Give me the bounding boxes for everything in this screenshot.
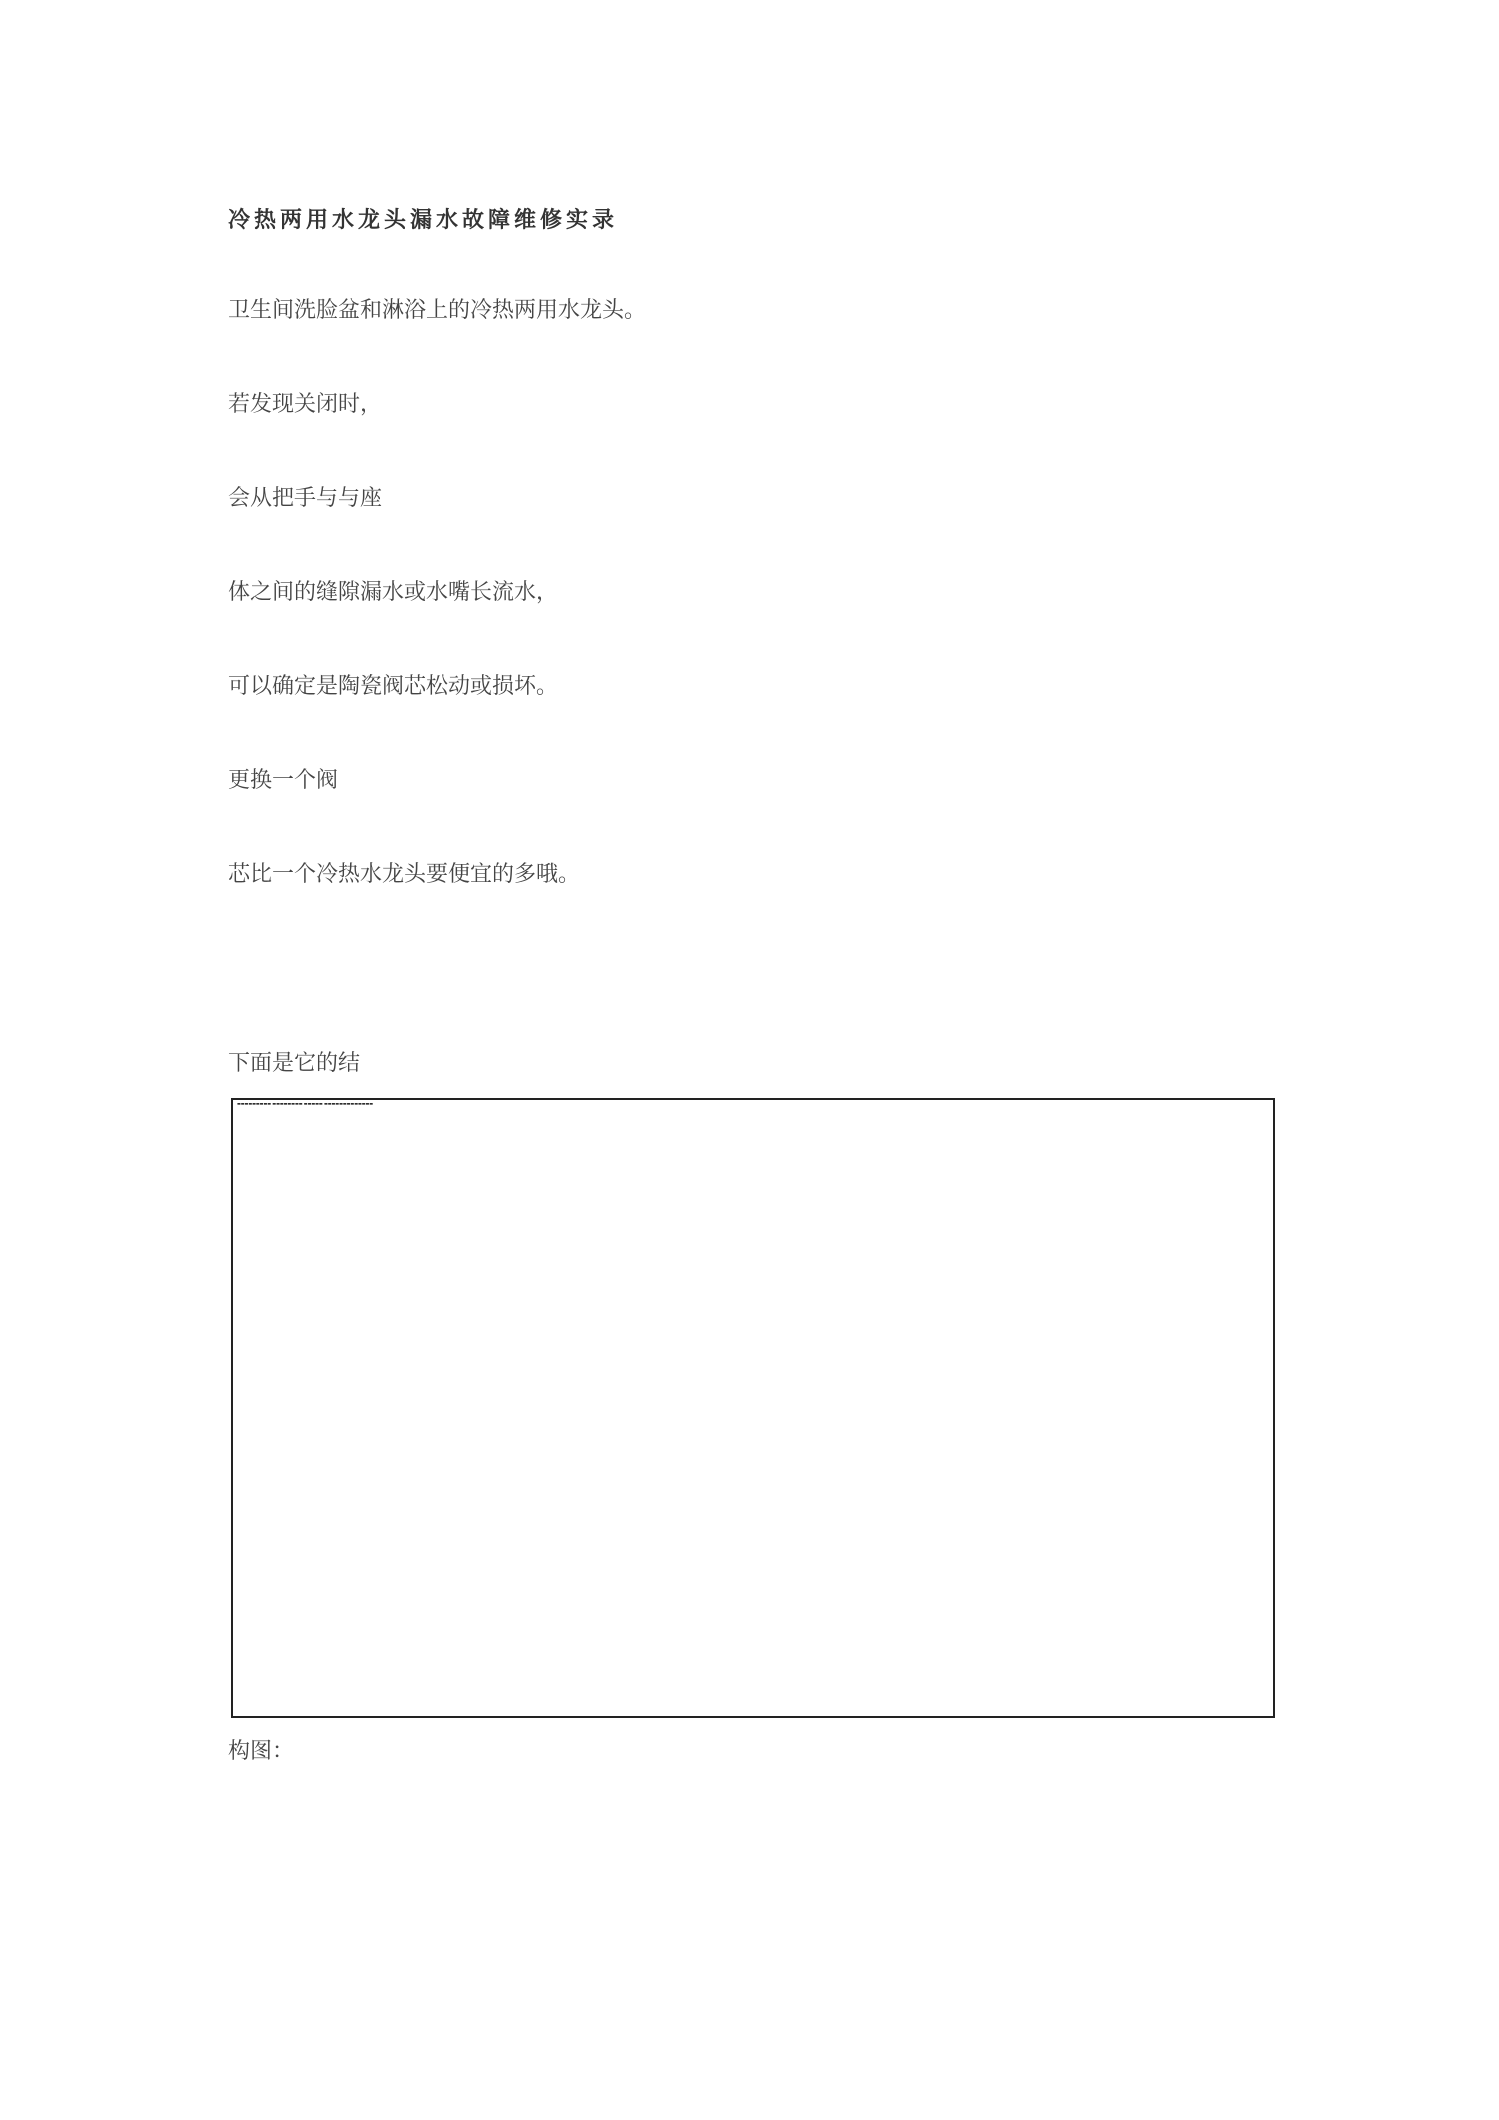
paragraph: 芯比一个冷热水龙头要便宜的多哦。 xyxy=(228,862,581,887)
document-title: 冷热两用水龙头漏水故障维修实录 xyxy=(228,208,619,233)
paragraph: 会从把手与与座 xyxy=(228,486,383,511)
structure-diagram-frame xyxy=(231,1098,1275,1718)
diagram-caption-line: ▬▬▬▬▬▬▬▬▬ ▬▬▬▬▬▬▬▬ ▬▬▬▬▬ ▬▬▬▬▬▬▬▬▬▬▬▬▬ xyxy=(237,1101,374,1106)
paragraph: 下面是它的结 xyxy=(228,1051,361,1076)
paragraph: 体之间的缝隙漏水或水嘴长流水， xyxy=(228,580,559,605)
paragraph: 构图： xyxy=(228,1739,295,1764)
paragraph: 若发现关闭时， xyxy=(228,392,383,417)
paragraph: 更换一个阀 xyxy=(228,768,339,793)
paragraph: 可以确定是陶瓷阀芯松动或损坏。 xyxy=(228,674,559,699)
paragraph: 卫生间洗脸盆和淋浴上的冷热两用水龙头。 xyxy=(228,298,647,323)
